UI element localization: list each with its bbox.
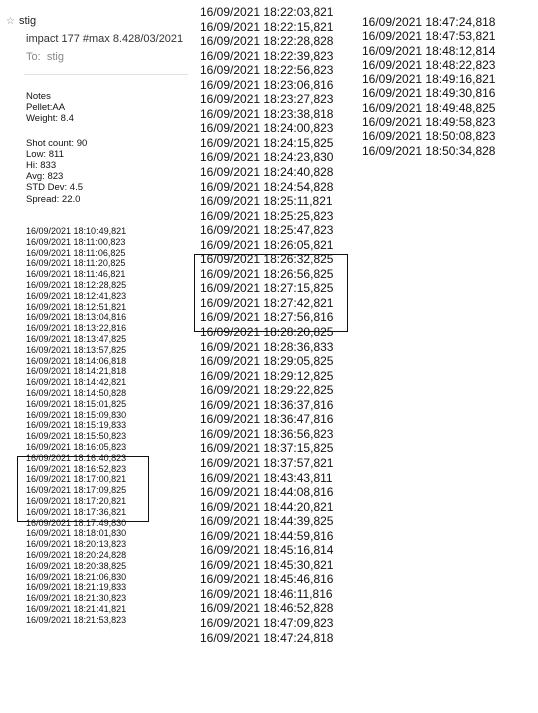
timestamp-row: 16/09/2021 18:20:24,828 [26, 549, 127, 560]
timestamp-row: 16/09/2021 18:27:42,821 [200, 295, 334, 310]
timestamp-row: 16/09/2021 18:14:21,818 [26, 366, 127, 377]
timestamp-row: 16/09/2021 18:49:30,816 [362, 86, 496, 101]
notes-spacer [26, 125, 87, 138]
timestamp-row: 16/09/2021 18:48:12,814 [362, 43, 496, 58]
timestamp-row: 16/09/2021 18:26:05,821 [200, 237, 334, 252]
timestamp-row: 16/09/2021 18:47:09,823 [200, 615, 334, 630]
timestamp-row: 16/09/2021 18:17:00,821 [26, 474, 127, 485]
timestamp-row: 16/09/2021 18:50:34,828 [362, 143, 496, 158]
timestamp-row: 16/09/2021 18:13:04,816 [26, 312, 127, 323]
timestamp-row: 16/09/2021 18:11:06,825 [26, 247, 126, 258]
to-label: To: [26, 51, 41, 63]
star-icon[interactable]: ☆ [6, 16, 15, 27]
timestamp-row: 16/09/2021 18:22:15,821 [200, 19, 334, 34]
timestamp-row: 16/09/2021 18:23:06,816 [200, 77, 334, 92]
sender-row[interactable] [6, 15, 36, 27]
timestamp-row: 16/09/2021 18:29:05,825 [200, 354, 334, 369]
timestamp-row: 16/09/2021 18:29:22,825 [200, 383, 334, 398]
timestamp-row: 16/09/2021 18:44:08,816 [200, 485, 334, 500]
timestamp-row: 16/09/2021 18:24:15,825 [200, 135, 334, 150]
timestamp-row: 16/09/2021 18:24:40,828 [200, 165, 334, 180]
timestamp-row: 16/09/2021 18:17:09,825 [26, 485, 127, 496]
sender-name: stig [18, 15, 37, 27]
timestamp-row: 16/09/2021 18:25:11,821 [200, 194, 333, 209]
timestamp-row: 16/09/2021 18:45:30,821 [200, 557, 334, 572]
timestamp-row: 16/09/2021 18:17:36,821 [26, 506, 127, 517]
timestamp-row: 16/09/2021 18:11:00,823 [26, 236, 126, 247]
timestamp-row: 16/09/2021 18:20:13,823 [26, 539, 127, 550]
timestamp-row: 16/09/2021 18:24:23,830 [200, 150, 334, 165]
timestamp-row: 16/09/2021 18:13:22,816 [26, 323, 127, 334]
timestamp-row: 16/09/2021 18:49:58,823 [362, 115, 496, 130]
timestamp-row: 16/09/2021 18:37:57,821 [200, 455, 334, 470]
notes-avg: Avg: 823 [26, 171, 64, 183]
timestamp-row: 16/09/2021 18:23:38,818 [200, 106, 334, 121]
timestamp-row: 16/09/2021 18:15:50,823 [26, 431, 127, 442]
timestamp-row: 16/09/2021 18:43:43,811 [200, 470, 333, 485]
timestamp-row: 16/09/2021 18:37:15,825 [200, 441, 334, 456]
timestamp-row: 16/09/2021 18:29:12,825 [200, 368, 334, 383]
timestamp-row: 16/09/2021 18:16:05,823 [26, 441, 127, 452]
timestamp-row: 16/09/2021 18:45:46,816 [200, 572, 334, 587]
timestamp-row: 16/09/2021 18:14:50,828 [26, 387, 127, 398]
timestamp-row: 16/09/2021 18:27:56,816 [200, 310, 334, 325]
timestamp-row: 16/09/2021 18:21:30,823 [26, 593, 127, 604]
timestamp-row: 16/09/2021 18:28:36,833 [200, 339, 334, 354]
timestamp-row: 16/09/2021 18:22:39,823 [200, 48, 334, 63]
timestamp-row: 16/09/2021 18:22:56,823 [200, 63, 334, 78]
notes-std-dev: STD Dev: 4.5 [26, 182, 84, 194]
timestamp-row: 16/09/2021 18:23:27,823 [200, 92, 334, 107]
highlight-box-middle [194, 254, 348, 332]
timestamp-row: 16/09/2021 18:25:47,823 [200, 223, 334, 238]
timestamp-row: 16/09/2021 18:24:54,828 [200, 179, 334, 194]
timestamp-row: 16/09/2021 18:48:22,823 [362, 57, 496, 72]
timestamp-row: 16/09/2021 18:14:42,821 [26, 377, 127, 388]
recipient-row [26, 51, 64, 63]
timestamp-row: 16/09/2021 18:11:20,825 [26, 258, 126, 269]
timestamp-row: 16/09/2021 18:45:16,814 [200, 543, 334, 558]
timestamp-row: 16/09/2021 18:13:47,825 [26, 333, 127, 344]
timestamp-row: 16/09/2021 18:15:01,825 [26, 398, 127, 409]
timestamp-row: 16/09/2021 18:46:52,828 [200, 601, 334, 616]
timestamp-row: 16/09/2021 18:16:52,823 [26, 463, 127, 474]
timestamp-row: 16/09/2021 18:47:53,821 [362, 29, 496, 44]
timestamp-row: 16/09/2021 18:49:16,821 [362, 72, 496, 87]
timestamp-row: 16/09/2021 18:10:49,821 [26, 226, 127, 236]
timestamp-row: 16/09/2021 18:25:25,823 [200, 208, 334, 223]
timestamp-row: 16/09/2021 18:26:32,825 [200, 252, 334, 267]
timestamp-row: 16/09/2021 18:15:19,833 [26, 420, 127, 431]
timestamp-row: 16/09/2021 18:12:28,825 [26, 279, 127, 290]
timestamp-row: 16/09/2021 18:22:28,828 [200, 34, 334, 49]
timestamp-row: 16/09/2021 18:13:57,825 [26, 344, 127, 355]
timestamp-row: 16/09/2021 18:17:49,830 [26, 517, 127, 528]
timestamp-row: 16/09/2021 18:11:46,821 [26, 269, 126, 280]
timestamp-list-3 [362, 15, 495, 158]
notes-pellet: Pellet:AA [26, 102, 66, 114]
timestamp-row: 16/09/2021 18:14:06,818 [26, 355, 127, 366]
timestamp-row: 16/09/2021 18:47:24,818 [200, 630, 334, 645]
notes-spread: Spread: 22.0 [26, 193, 81, 205]
notes-block [26, 91, 87, 205]
notes-heading: Notes [26, 91, 51, 102]
timestamp-row: 16/09/2021 18:20:38,825 [26, 560, 127, 571]
notes-weight: Weight: 8.4 [26, 113, 74, 125]
email-subject: impact 177 #max 8.428/03/2021 [26, 33, 184, 45]
timestamp-row: 16/09/2021 18:27:15,825 [200, 281, 334, 296]
timestamp-row: 16/09/2021 18:18:01,830 [26, 528, 127, 539]
timestamp-list-1 [26, 226, 126, 625]
timestamp-row: 16/09/2021 18:16:40,823 [26, 452, 127, 463]
timestamp-row: 16/09/2021 18:22:03,821 [200, 5, 334, 19]
timestamp-row: 16/09/2021 18:15:09,830 [26, 409, 127, 420]
timestamp-row: 16/09/2021 18:21:41,821 [26, 603, 127, 614]
recipient-name[interactable]: stig [46, 51, 64, 63]
timestamp-row: 16/09/2021 18:12:51,821 [26, 301, 127, 312]
timestamp-row: 16/09/2021 18:36:56,823 [200, 426, 334, 441]
timestamp-row: 16/09/2021 18:26:56,825 [200, 266, 334, 281]
timestamp-row: 16/09/2021 18:17:20,821 [26, 495, 127, 506]
notes-low: Low: 811 [26, 148, 64, 160]
notes-hi: Hi: 833 [26, 159, 57, 171]
timestamp-row: 16/09/2021 18:49:48,825 [362, 100, 496, 115]
timestamp-row: 16/09/2021 18:47:24,818 [362, 15, 496, 29]
timestamp-row: 16/09/2021 18:44:20,821 [200, 499, 334, 514]
header-divider [24, 74, 188, 75]
timestamp-row: 16/09/2021 18:44:39,825 [200, 514, 334, 529]
timestamp-row: 16/09/2021 18:12:41,823 [26, 290, 127, 301]
highlight-box-left [17, 456, 149, 522]
timestamp-row: 16/09/2021 18:44:59,816 [200, 528, 334, 543]
timestamp-row: 16/09/2021 18:21:53,823 [26, 614, 127, 625]
timestamp-row: 16/09/2021 18:21:19,833 [26, 582, 127, 593]
timestamp-row: 16/09/2021 18:36:37,816 [200, 397, 334, 412]
notes-shot-count: Shot count: 90 [26, 137, 88, 149]
timestamp-row: 16/09/2021 18:28:20,825 [200, 325, 334, 340]
timestamp-row: 16/09/2021 18:21:06,830 [26, 571, 127, 582]
timestamp-row: 16/09/2021 18:24:00,823 [200, 121, 334, 136]
timestamp-row: 16/09/2021 18:36:47,816 [200, 412, 334, 427]
timestamp-row: 16/09/2021 18:50:08,823 [362, 129, 496, 144]
timestamp-row: 16/09/2021 18:46:11,816 [200, 586, 333, 601]
